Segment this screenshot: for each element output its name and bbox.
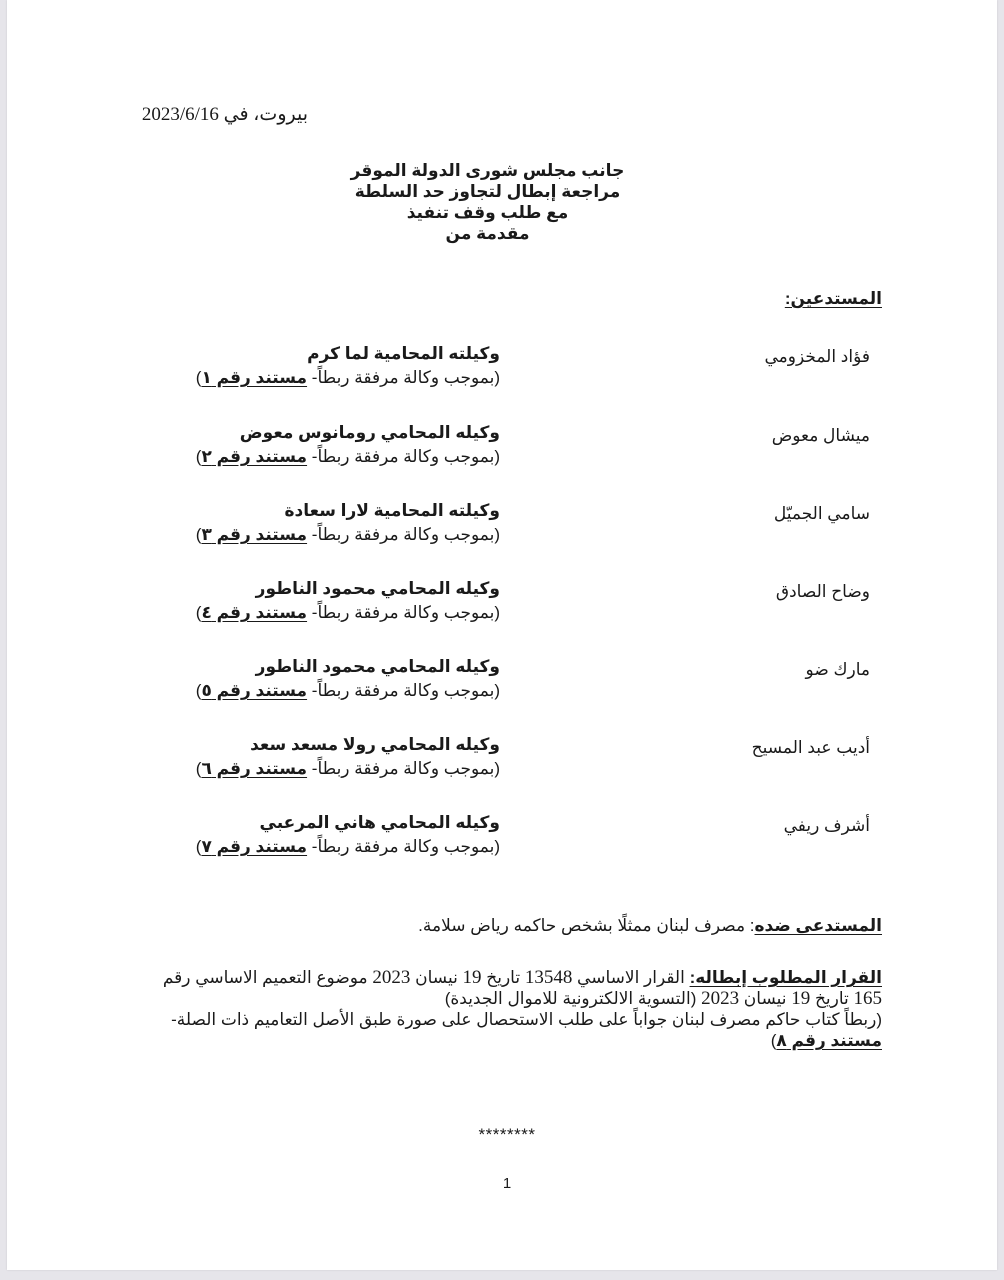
appellant-name: ميشال معوض — [771, 426, 870, 445]
appellant-proxy — [196, 681, 500, 701]
document-page — [7, 0, 997, 1270]
appellant-lawyer: وكيله المحامي رومانوس معوض — [239, 423, 500, 442]
separator: ******** — [478, 1125, 536, 1144]
heading-line-2: مراجعة إبطال لتجاوز حد السلطة — [354, 182, 621, 201]
document-reference: مستند رقم ٨ — [776, 1031, 882, 1050]
heading-line-4: مقدمة من — [445, 224, 530, 243]
appellant-proxy — [196, 447, 500, 467]
appellant-lawyer: وكيلته المحامية لارا سعادة — [284, 501, 500, 520]
contested-decision — [162, 967, 882, 1051]
document-reference: مستند رقم ٢ — [201, 447, 308, 466]
proxy-close: ) — [195, 447, 202, 466]
proxy-text: (بموجب وكالة مرفقة ربطاً- — [307, 603, 500, 622]
decision-text: نيسان — [410, 968, 463, 987]
heading-line-1: جانب مجلس شورى الدولة الموقر — [350, 161, 625, 180]
appellant-proxy — [196, 837, 500, 857]
proxy-text: (بموجب وكالة مرفقة ربطاً- — [307, 681, 500, 700]
document-reference: مستند رقم ١ — [201, 368, 308, 387]
appellant-name: وضاح الصادق — [775, 582, 870, 601]
appellants-label: المستدعين: — [784, 289, 882, 308]
document-reference: مستند رقم ٦ — [201, 759, 308, 778]
decision-text: (التسوية الالكترونية للاموال الجديدة) — [444, 989, 702, 1008]
appellant-proxy — [196, 368, 500, 388]
circular-year: 2023 — [701, 988, 740, 1009]
decision-number: 13548 — [524, 967, 573, 988]
document-reference: مستند رقم ٥ — [201, 681, 308, 700]
appellant-name: أديب عبد المسيح — [751, 738, 870, 757]
document-reference: مستند رقم ٣ — [201, 525, 308, 544]
appellant-lawyer: وكيله المحامي محمود الناطور — [255, 657, 500, 676]
attachment-text: (ربطاً كتاب حاكم مصرف لبنان جواباً على طلب الاستحصال على صورة طبق الأصل التعاميم ذات الصلة- — [171, 1010, 882, 1029]
proxy-close: ) — [195, 681, 202, 700]
proxy-text: (بموجب وكالة مرفقة ربطاً- — [307, 837, 500, 856]
decision-day: 19 — [462, 967, 482, 988]
proxy-text: (بموجب وكالة مرفقة ربطاً- — [307, 525, 500, 544]
respondent-line — [418, 916, 882, 936]
appellant-lawyer: وكيلته المحامية لما كرم — [307, 344, 500, 363]
decision-text: نيسان — [739, 989, 792, 1008]
proxy-text: (بموجب وكالة مرفقة ربطاً- — [307, 447, 500, 466]
heading-line-3: مع طلب وقف تنفيذ — [406, 203, 569, 222]
proxy-text: (بموجب وكالة مرفقة ربطاً- — [307, 368, 500, 387]
proxy-close: ) — [195, 759, 202, 778]
proxy-close: ) — [195, 525, 202, 544]
appellant-proxy — [196, 525, 500, 545]
appellant-name: سامي الجميّل — [773, 504, 870, 523]
appellant-lawyer: وكيله المحامي رولا مسعد سعد — [250, 735, 500, 754]
attachment-close: ) — [770, 1031, 777, 1050]
proxy-close: ) — [195, 368, 202, 387]
decision-text: تاريخ — [481, 968, 525, 987]
appellant-name: فؤاد المخزومي — [764, 347, 870, 366]
proxy-close: ) — [195, 837, 202, 856]
decision-label: القرار المطلوب إبطاله: — [689, 968, 882, 987]
place-date: بيروت، في 2023/6/16 — [141, 104, 308, 125]
respondent-text: : مصرف لبنان ممثلًا بشخص حاكمه رياض سلامة. — [418, 916, 755, 935]
decision-text: القرار الاساسي — [572, 968, 690, 987]
appellant-lawyer: وكيله المحامي هاني المرعبي — [259, 813, 500, 832]
document-heading — [347, 160, 628, 244]
appellant-lawyer: وكيله المحامي محمود الناطور — [255, 579, 500, 598]
page-number: 1 — [502, 1175, 512, 1192]
circular-number: 165 — [853, 988, 882, 1009]
circular-day: 19 — [791, 988, 811, 1009]
decision-year: 2023 — [372, 967, 411, 988]
document-reference: مستند رقم ٤ — [201, 603, 308, 622]
appellant-proxy — [196, 759, 500, 779]
decision-text: تاريخ — [810, 989, 854, 1008]
appellant-name: أشرف ريفي — [783, 816, 870, 835]
appellant-name: مارك ضو — [805, 660, 870, 679]
proxy-close: ) — [195, 603, 202, 622]
document-reference: مستند رقم ٧ — [201, 837, 308, 856]
proxy-text: (بموجب وكالة مرفقة ربطاً- — [307, 759, 500, 778]
decision-text: موضوع التعميم الاساسي رقم — [162, 968, 373, 987]
respondent-label: المستدعى ضده — [754, 916, 882, 935]
appellant-proxy — [196, 603, 500, 623]
